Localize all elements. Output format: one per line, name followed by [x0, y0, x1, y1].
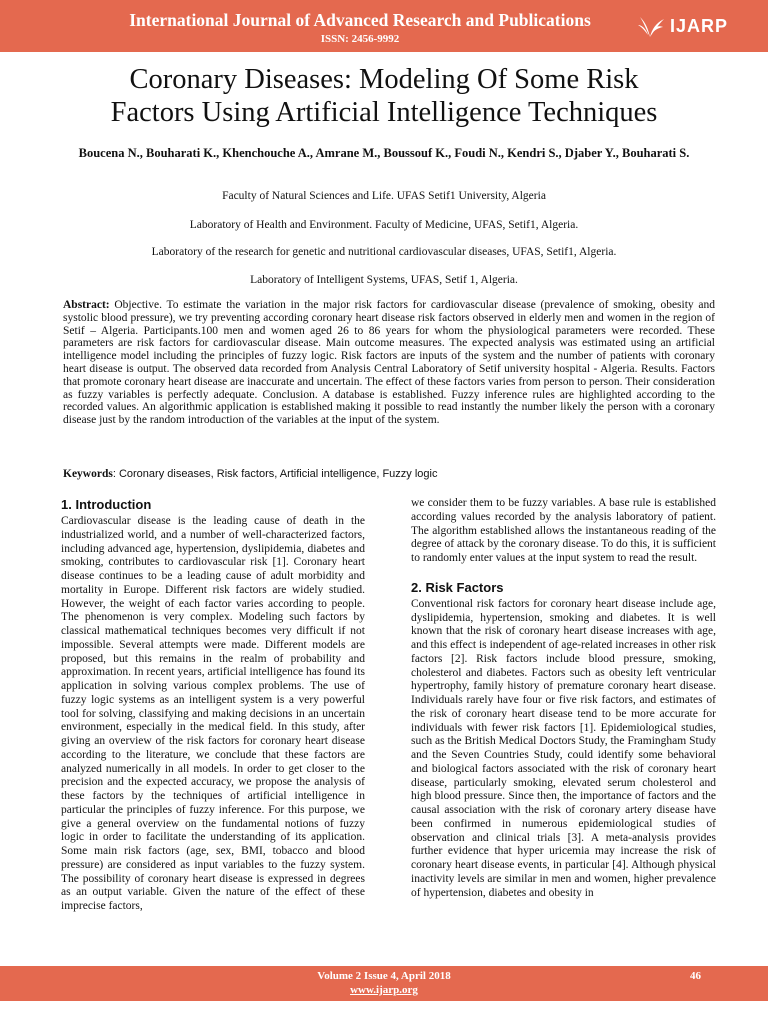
affiliation-1: Faculty of Natural Sciences and Life. UFAS Setif1 University, Algeria: [222, 190, 546, 202]
footer-volume: Volume 2 Issue 4, April 2018: [317, 970, 451, 982]
keywords: [63, 468, 715, 480]
logo-text: IJARP: [670, 16, 729, 36]
results-text: . Factors that promote coronary heart disease are inaccurate and uncertain. The effect of these factors varies from person to person. Their consideration as fuzzy variables is perfectly adequate.: [63, 362, 716, 401]
affiliation-3: Laboratory of the research for genetic and nutritional cardiovascular diseases, UFAS, Setif1, Algeria.: [151, 246, 617, 258]
section-2-heading: 2. Risk Factors: [411, 579, 504, 595]
affiliation-2: Laboratory of Health and Environment. Faculty of Medicine, UFAS, Setif1, Algeria.: [189, 219, 579, 231]
journal-logo: [636, 13, 748, 41]
outcome-label: Main outcome measures.: [325, 337, 445, 350]
leaf-logo-icon: [636, 13, 666, 41]
objective-text: . To estimate the variation in the major risk factors for cardiovascular disease (prevalence of smoking, obesity and systolic blood pressure), we try preventing according coronary heart disease risk factors observed in elderly men and women in the region of Setif – Algeria.: [63, 299, 716, 337]
section-1-heading: 1. Introduction: [61, 497, 152, 512]
keywords-text: : Coronary diseases, Risk factors, Artificial intelligence, Fuzzy logic: [112, 468, 438, 480]
conclusion-label: Conclusion: [262, 388, 315, 401]
conclusion-text: . A database is established. Fuzzy inference rules are highlighted according to the recorded values. An algorithmic application is established making it possible to read instantly the number likely the person with a coronary disease just by the random introduction of the variables at the input of the system.: [63, 388, 715, 427]
affiliation-4: Laboratory of Intelligent Systems, UFAS, Setif 1, Algeria.: [250, 274, 518, 286]
title-line-1: Coronary Diseases: Modeling Of Some Risk: [129, 64, 639, 95]
footer-url-link[interactable]: www.ijarp.org: [350, 984, 418, 996]
results-label: Results: [640, 362, 675, 375]
title-line-2: Factors Using Artificial Intelligence Techniques: [110, 97, 658, 128]
author-list: Boucena N., Bouharati K., Khenchouche A., Amrane M., Boussouf K., Foudi N., Kendri S., Djaber Y., Bouharati S.: [78, 146, 690, 160]
section-1-body: Cardiovascular disease is the leading cause of death in the industrialized world, and a number of well-characterized factors, including advanced age, hypertension, dyslipidemia, diabetes and smoking, contributes to cardiovascular risk [1]. Coronary heart disease continues to be a leading cause of adult morbidity and mortality in Europe. Different risk factors are widely studied. However, the weight of each factor varies according to people. The phenomenon is very complex. Modeling such factors by classical mathematical techniques becomes very difficult if not impossible. Several attempts were made. Different models are proposed, but this remains in the realm of probability and approximation. In recent years, artificial intelligence has found its application in solving various complex problems. The use of fuzzy logic systems as an intelligent system is a very powerful tool for solving, classifying and making decisions in an uncertain environment, especially in the medical field. In this study, after giving an overview of the risk factors for coronary heart disease according to the literature, we conclude that these factors are analyzed numerically in all models. In order to get closer to the precision and the expected accuracy, we propose the analysis of these factors by the techniques of artificial intelligence in particular the principles of fuzzy inference. For this purpose, we give a general overview on the fundamental notions of fuzzy logic in order to facilitate the understanding of its application. Some main risk factors (age, sex, BMI, tobacco and blood pressure) are considered as input variables to the fuzzy system. The possibility of coronary heart disease is expressed in degrees as an output variable. Given the nature of the effect of these imprecise factors,: [61, 515, 365, 912]
section-1-continuation: we consider them to be fuzzy variables. A base rule is established according values recorded by the analysis laboratory of patient. The algorithm established allows the instantaneous reading of the degree of attack by the coronary disease. To do this, it is sufficient to randomly enter values at the input system to read the result.: [411, 497, 716, 564]
outcome-text: The expected analysis was estimated using an artificial intelligence model including the principles of fuzzy logic. Risk factors are inputs of the system and the number of patients with coronary heart disease is output. The observed data recorded from Analysis Central Laboratory of Setif university hospital - Algeria.: [63, 337, 715, 375]
paper-title: [0, 63, 768, 129]
page-footer: [0, 966, 768, 1001]
abstract-label: Abstract:: [63, 299, 110, 311]
section-2-body: Conventional risk factors for coronary heart disease include age, dyslipidemia, hypertension, smoking and diabetes. It is well known that the risk of coronary heart disease increases with age, and this effect is independent of age-related increases in other risk factors [2]. Risk factors include blood pressure, smoking, cholesterol and diabetes. Factors such as obesity left ventricular hypertrophy, family history of premature coronary heart disease. Individuals rarely have four or five risk factors, and estimates of the risk of coronary heart disease tend to be more accurate for individuals with fewer risk factors [1]. Epidemiological studies, such as the British Medical Doctors Study, the Framingham Study and the Seven Countries Study, could identify some behavioral and biological factors associated with the risk of coronary heart disease, particularly smoking, elevated serum cholesterol and high blood pressure. Since then, the importance of factors and the causal association with the risk of coronary artery disease have been confirmed in numerous epidemiological studies of observation and clinical trials [3]. A meta-analysis provides further evidence that hyper uricemia may increase the risk of coronary heart disease events, in particular [4]. Although physical inactivity levels are similar in men and women, higher prevalence of hypertension, diabetes and obesity in: [411, 597, 716, 899]
keywords-label: Keywords: [63, 468, 113, 480]
objective-label: Objective: [114, 299, 160, 311]
abstract: [63, 299, 715, 427]
participants-label: Participants: [143, 324, 198, 337]
column-right: [411, 497, 716, 900]
journal-header: [0, 0, 768, 52]
journal-issn: ISSN: 2456-9992: [320, 33, 400, 45]
participants-text: .100 men and women aged 26 to 86 years for whom the physiological parameters were recorded. These parameters are risk factors for cardiovascular disease.: [63, 324, 715, 350]
journal-title: International Journal of Advanced Research and Publications: [129, 10, 591, 30]
column-left: [61, 497, 365, 914]
page-number: 46: [690, 970, 701, 982]
